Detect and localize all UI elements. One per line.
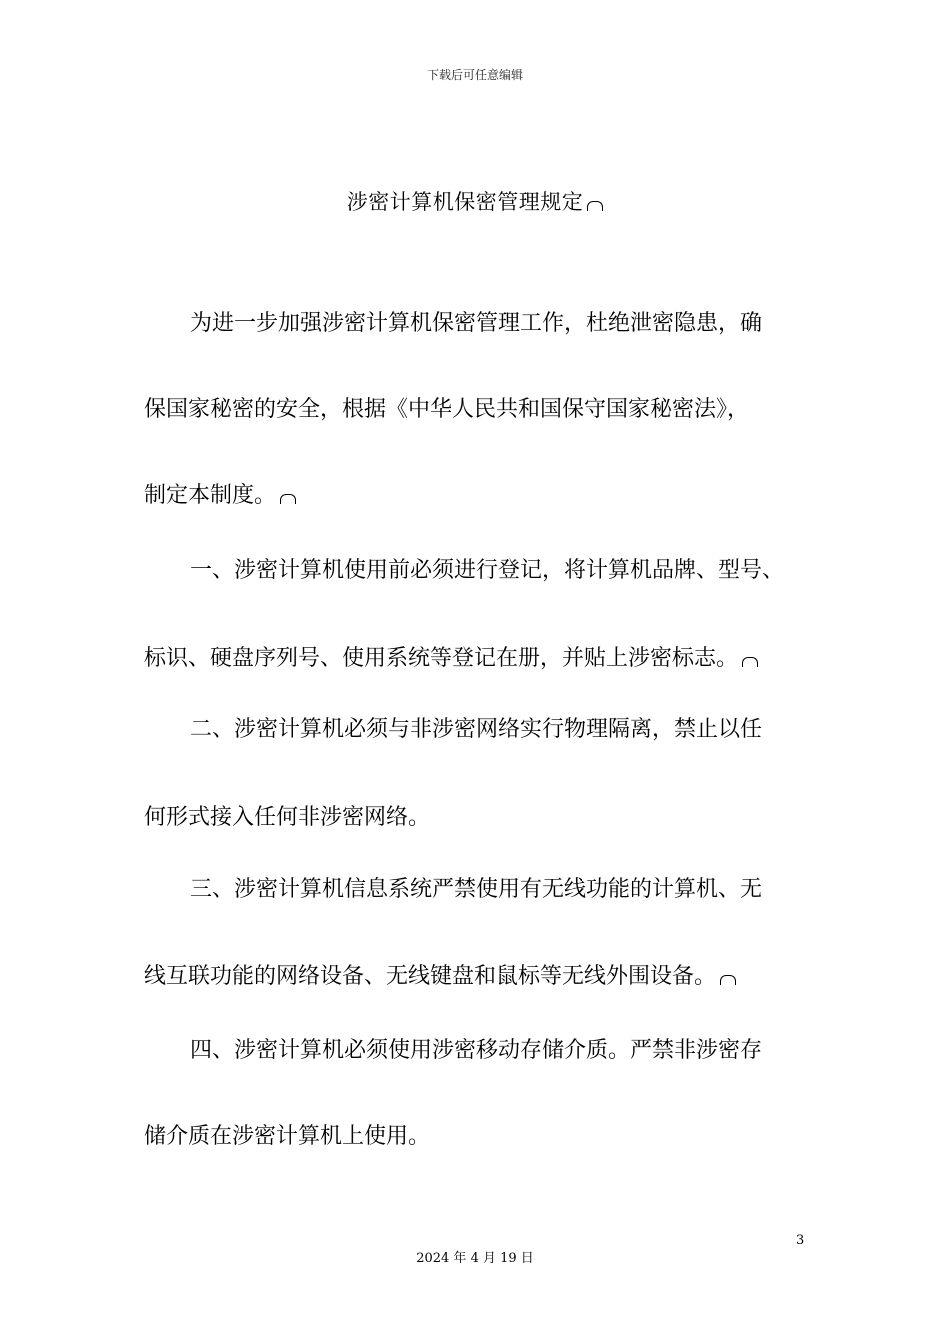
paragraph-line (144, 963, 736, 991)
document-title (0, 186, 950, 216)
paragraph-line-text: 线互联功能的网络设备、无线键盘和鼠标等无线外围设备。 (144, 964, 717, 989)
page-number: 3 (796, 1233, 805, 1248)
paragraph-line: 一、涉密计算机使用前必须进行登记，将计算机品牌、型号、 (190, 558, 785, 583)
paragraph-mark-icon (720, 975, 736, 985)
paragraph-line: 二、涉密计算机必须与非涉密网络实行物理隔离，禁止以任 (190, 717, 763, 742)
paragraph-line-text: 制定本制度。 (144, 483, 277, 508)
paragraph-line: 储介质在涉密计算机上使用。 (144, 1124, 431, 1149)
footer-date: 2024 年 4 月 19 日 (416, 1251, 534, 1266)
paragraph-line (144, 645, 758, 673)
paragraph-line-text: 标识、硬盘序列号、使用系统等登记在册，并贴上涉密标志。 (144, 646, 739, 671)
paragraph-line: 四、涉密计算机必须使用涉密移动存储介质。严禁非涉密存 (190, 1038, 763, 1063)
paragraph-mark-icon (587, 201, 603, 211)
page-header: 下载后可任意编辑 (426, 68, 523, 82)
paragraph-line: 何形式接入任何非涉密网络。 (144, 805, 431, 830)
paragraph-line: 为进一步加强涉密计算机保密管理工作，杜绝泄密隐患，确 (190, 311, 763, 336)
document-title-text: 涉密计算机保密管理规定 (346, 190, 584, 214)
paragraph-mark-icon (280, 494, 296, 504)
paragraph-mark-icon (742, 657, 758, 667)
paragraph-line: 保国家秘密的安全，根据《中华人民共和国保守国家秘密法》， (144, 397, 750, 422)
paragraph-line (144, 482, 296, 510)
paragraph-line: 三、涉密计算机信息系统严禁使用有无线功能的计算机、无 (190, 877, 763, 902)
